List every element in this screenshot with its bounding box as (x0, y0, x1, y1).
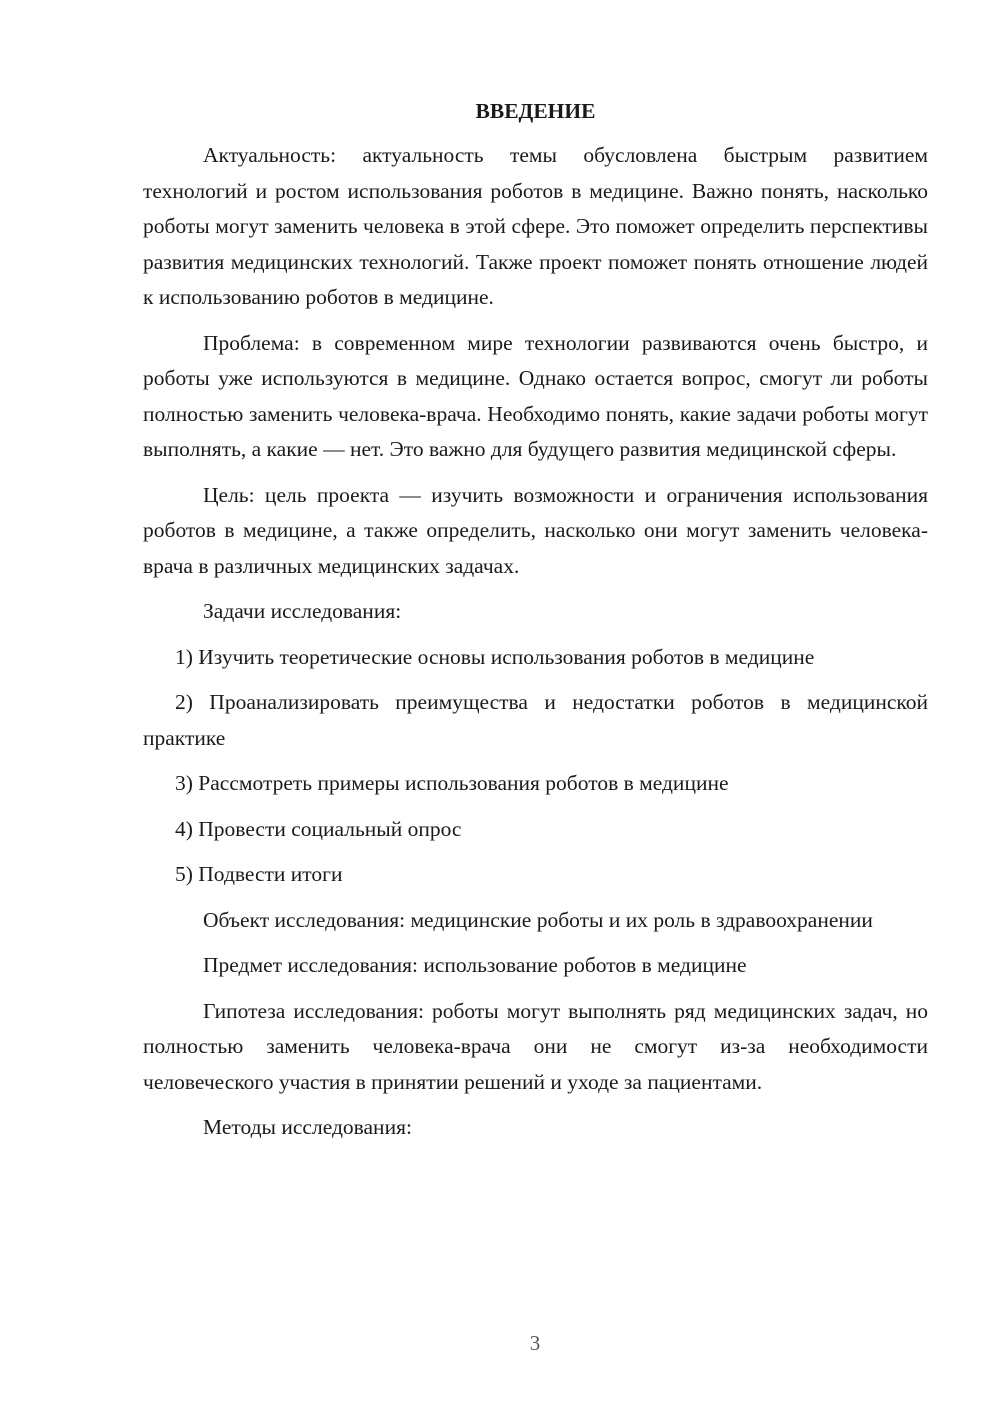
page-number: 3 (529, 1331, 541, 1355)
methods-heading: Методы исследования: (203, 1115, 412, 1139)
paragraph-hypothesis: Гипотеза исследования: роботы могут выполнять ряд медицинских задач, но полностью заменить человека-врача они не смогут из-за необходимости человеческого участия в принятии решений и уходе за пациентами. (143, 998, 928, 1094)
task-list-item: 1) Изучить теоретические основы использования роботов в медицине (175, 644, 815, 669)
task-list-item: 4) Провести социальный опрос (175, 816, 462, 841)
paragraph-problem: Проблема: в современном мире технологии развиваются очень быстро, и роботы уже используются в медицине. Однако остается вопрос, смогут ли роботы полностью заменить человека-врача. Необходимо понять, какие задачи роботы могут выполнять, а какие — нет. Это важно для будущего развития медицинской сферы. (143, 330, 928, 461)
tasks-heading: Задачи исследования: (203, 599, 402, 623)
paragraph-subject: Предмет исследования: использование роботов в медицине (203, 953, 747, 977)
task-list-item: 3) Рассмотреть примеры использования роботов в медицине (175, 771, 729, 795)
task-list-item: 5) Подвести итоги (175, 862, 343, 886)
page-title: ВВЕДЕНИЕ (475, 99, 596, 123)
paragraph-object: Объект исследования: медицинские роботы и их роль в здравоохранении (203, 907, 873, 932)
paragraph-goal: Цель: цель проекта — изучить возможности и ограничения использования роботов в медицине, а также определить, насколько они могут заменить человека-врача в различных медицинских задачах. (143, 482, 928, 578)
paragraph-relevance: Актуальность: актуальность темы обусловлена быстрым развитием технологий и ростом использования роботов в медицине. Важно понять, насколько роботы могут заменить человека в этой сфере. Это поможет определить перспективы развития медицинских технологий. Также проект поможет понять отношение людей к использованию роботов в медицине. (143, 143, 928, 309)
task-list-item: 2) Проанализировать преимущества и недостатки роботов в медицинской практике (143, 690, 928, 750)
document-page (143, 96, 928, 1156)
